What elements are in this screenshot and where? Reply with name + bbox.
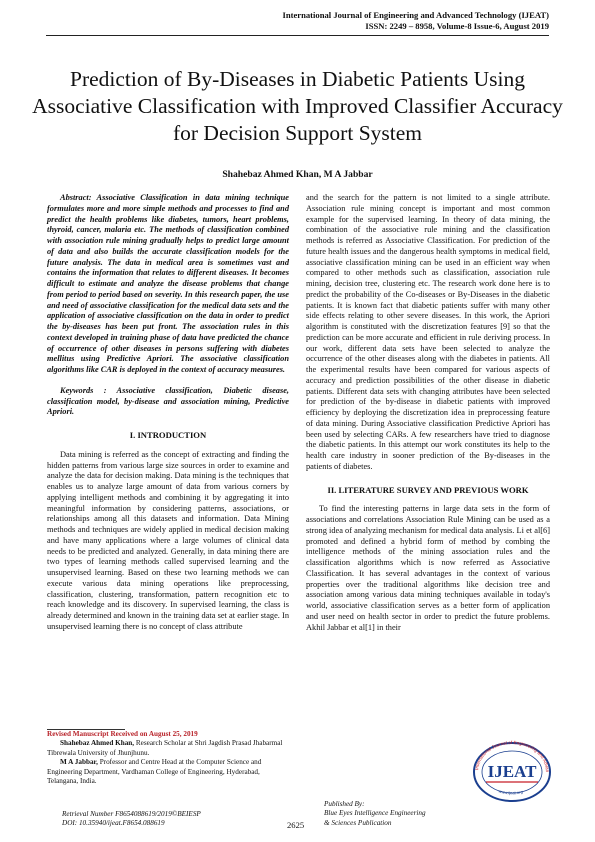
revised-date: Revised Manuscript Received on August 25, 2019: [47, 730, 198, 738]
logo-wordmark: IJEAT: [487, 762, 537, 781]
retrieval-number: Retrieval Number F8654088619/2019©BEIESP: [62, 810, 201, 818]
footnote-author2-name: M A Jabbar,: [60, 758, 98, 767]
left-column: [47, 193, 289, 633]
author-line: Shahebaz Ahmed Khan, M A Jabbar: [222, 169, 373, 180]
footnote-block: [47, 729, 289, 786]
literature-paragraph: To find the interesting patterns in large data sets in the form of associations and correlations Association Rule Mining can be used as a strong idea of analyzing mechanism for medical data analysis. Li et al[6] promoted and defined a hybrid form of method by combing the intelligence methods of the mining association rules and the classification algorithms which is now referred as Associative Classification. It has several advantages in the context of various properties over the traditional algorithms like decision tree and association among various data mining techniques available in today's world, associative classification serves as a better form of application and user need on health sector in order to predict the future problems. Akhil Jabbar et al[1] in their: [306, 504, 550, 632]
journal-name: International Journal of Engineering and Advanced Technology (IJEAT): [282, 10, 549, 20]
doi: DOI: 10.35940/ijeat.F8654.088619: [62, 819, 165, 828]
keywords: Keywords : Associative classification, Diabetic disease, classification model, by-disease and association mining, Predictive Apriori.: [47, 385, 289, 417]
published-by: Published By:: [324, 800, 365, 808]
journal-header: [282, 10, 549, 32]
page-number: 2625: [287, 820, 305, 830]
ijeat-logo: [468, 738, 556, 802]
footnote-author1-affiliation: Research Scholar at Shri Jagdish Prasad Jhabarmal Tibrewala University of Jhunjhunu.: [47, 739, 283, 757]
footnote-author2: [47, 758, 289, 786]
issn-line: ISSN: 2249 – 8958, Volume-8 Issue-6, August 2019: [365, 21, 549, 31]
publisher-line-1: Blue Eyes Intelligence Engineering: [324, 809, 426, 818]
logo-ring-textpath-bottom: www.ijeat.org: [498, 788, 524, 796]
intro-paragraph: Data mining is referred as the concept of extracting and finding the hidden patterns from various large size sources in order to examine and analyze the data for decision making. Data mining is the techniques that enables us to analyze large amount of data from various corners by applying intelligent methods and combining it by aggregating it into meaningful information by considering patterns, associations, or relationships among all this datasets and information. Data Mining methods and techniques are widely applied in medical decision making and have many applications where a large volumes of clinical data needs to be predicted and analyzed. Generally, in data mining there are two types of learning methods called supervised learning and the unsupervised learning. Based on these two learning methods we can execute various data mining operations like preprocessing, classification, clustering, transformation, pattern recognition etc to reach knowledge and its discovery. In supervised learning, the class is already determined and known in the training data set at earlier stage. In unsupervised learning there is no concept of class attribute: [47, 449, 289, 631]
right-column: [306, 193, 550, 633]
footnote-author2-affiliation: Professor and Centre Head at the Computer Science and Engineering Department, Vardhaman College of Engineering, Hyderabad, Telangana, India.: [47, 758, 262, 786]
publisher-line-2: & Sciences Publication: [324, 818, 392, 827]
footnote-author1-name: Shahebaz Ahmed Khan,: [60, 739, 135, 748]
section-heading-introduction: I. INTRODUCTION: [129, 430, 207, 440]
footer-left: [62, 810, 201, 829]
header-rule: [46, 35, 549, 36]
logo-ring-textpath-top: International Journal of Engineering and Advan: [474, 739, 551, 773]
footnote-author1: [47, 739, 289, 758]
paper-title: Prediction of By-Diseases in Diabetic Patients Using Associative Classification with Improved Classifier Accuracy for Decision Support System: [32, 67, 563, 145]
section-heading-literature: II. LITERATURE SURVEY AND PREVIOUS WORK: [327, 484, 529, 495]
abstract: Abstract: Associative Classification in data mining technique formulates more and more simple methods and processes to find and predict the health problems like diabetes, tumors, heart problems, thyroid, cancer, malaria etc. The methods of classification combined with association rule mining gradually helps to predict large amount of data and also builds the accurate classification models for the future analysis. The data in medical area is sometimes vast and contains the information that relates to different diseases. It becomes difficult to estimate and analyze the disease problems that change from period to period based on severity. In this research paper, the use and need of associative classification for the medical data sets and the application of associative classification on the data in order to predict the by-diseases has been put front. The association rules in this context developed in training phase of data have predicted the chance of occurrence of other diseases in persons suffering with diabetes mellitus using Predictive Apriori. The associative classification algorithms like CAR is deployed in the context of accuracy measures.: [47, 193, 289, 374]
right-paragraph-1: and the search for the pattern is not limited to a single attribute. Association rule mining concept is important and most common example for the supervised learning. In theory of data mining, the combination of the associative rule mining and the classification methods is referred as Associative Classification. For prediction of the future health issues and the dangerous health symptoms in medical field, associative classification mining can be used in an efficient way when compared to other methods such as classification, association rule mining, decision tree, clustering etc. The research work done here is to predict the probability of the Co-diseases or By-Diseases in the diabetic patients. It is known fact that diabetic patients suffer with many other side effects relating to other severe diseases. In this work, the Apriori algorithm is constituted with the discretization features [9] so that the prediction can be more accurate and efficient in rule deriving process. In our work, different data sets have been selected to analyze the occurrence of the other diseases along with the diabetes in patients. All the experimental results have been compared for various aspects of accuracy and prediction possibilities of the other disease in diabetic patients. Different data sets with changing attributes have been selected for prediction of the by-disease in diabetic patients with improved efficiency by deploying the discretization idea in preprocessing feature of data mining. During Associative classification Predictive Apriori has been used by selecting CARs. A few researchers have tried to diagnose the diabetic patients. In this attempt our work constitutes its help to the health care industry in sooner prediction of the By-diseases in the patients of diabetes.: [306, 193, 550, 471]
footer-publisher: [324, 800, 426, 828]
